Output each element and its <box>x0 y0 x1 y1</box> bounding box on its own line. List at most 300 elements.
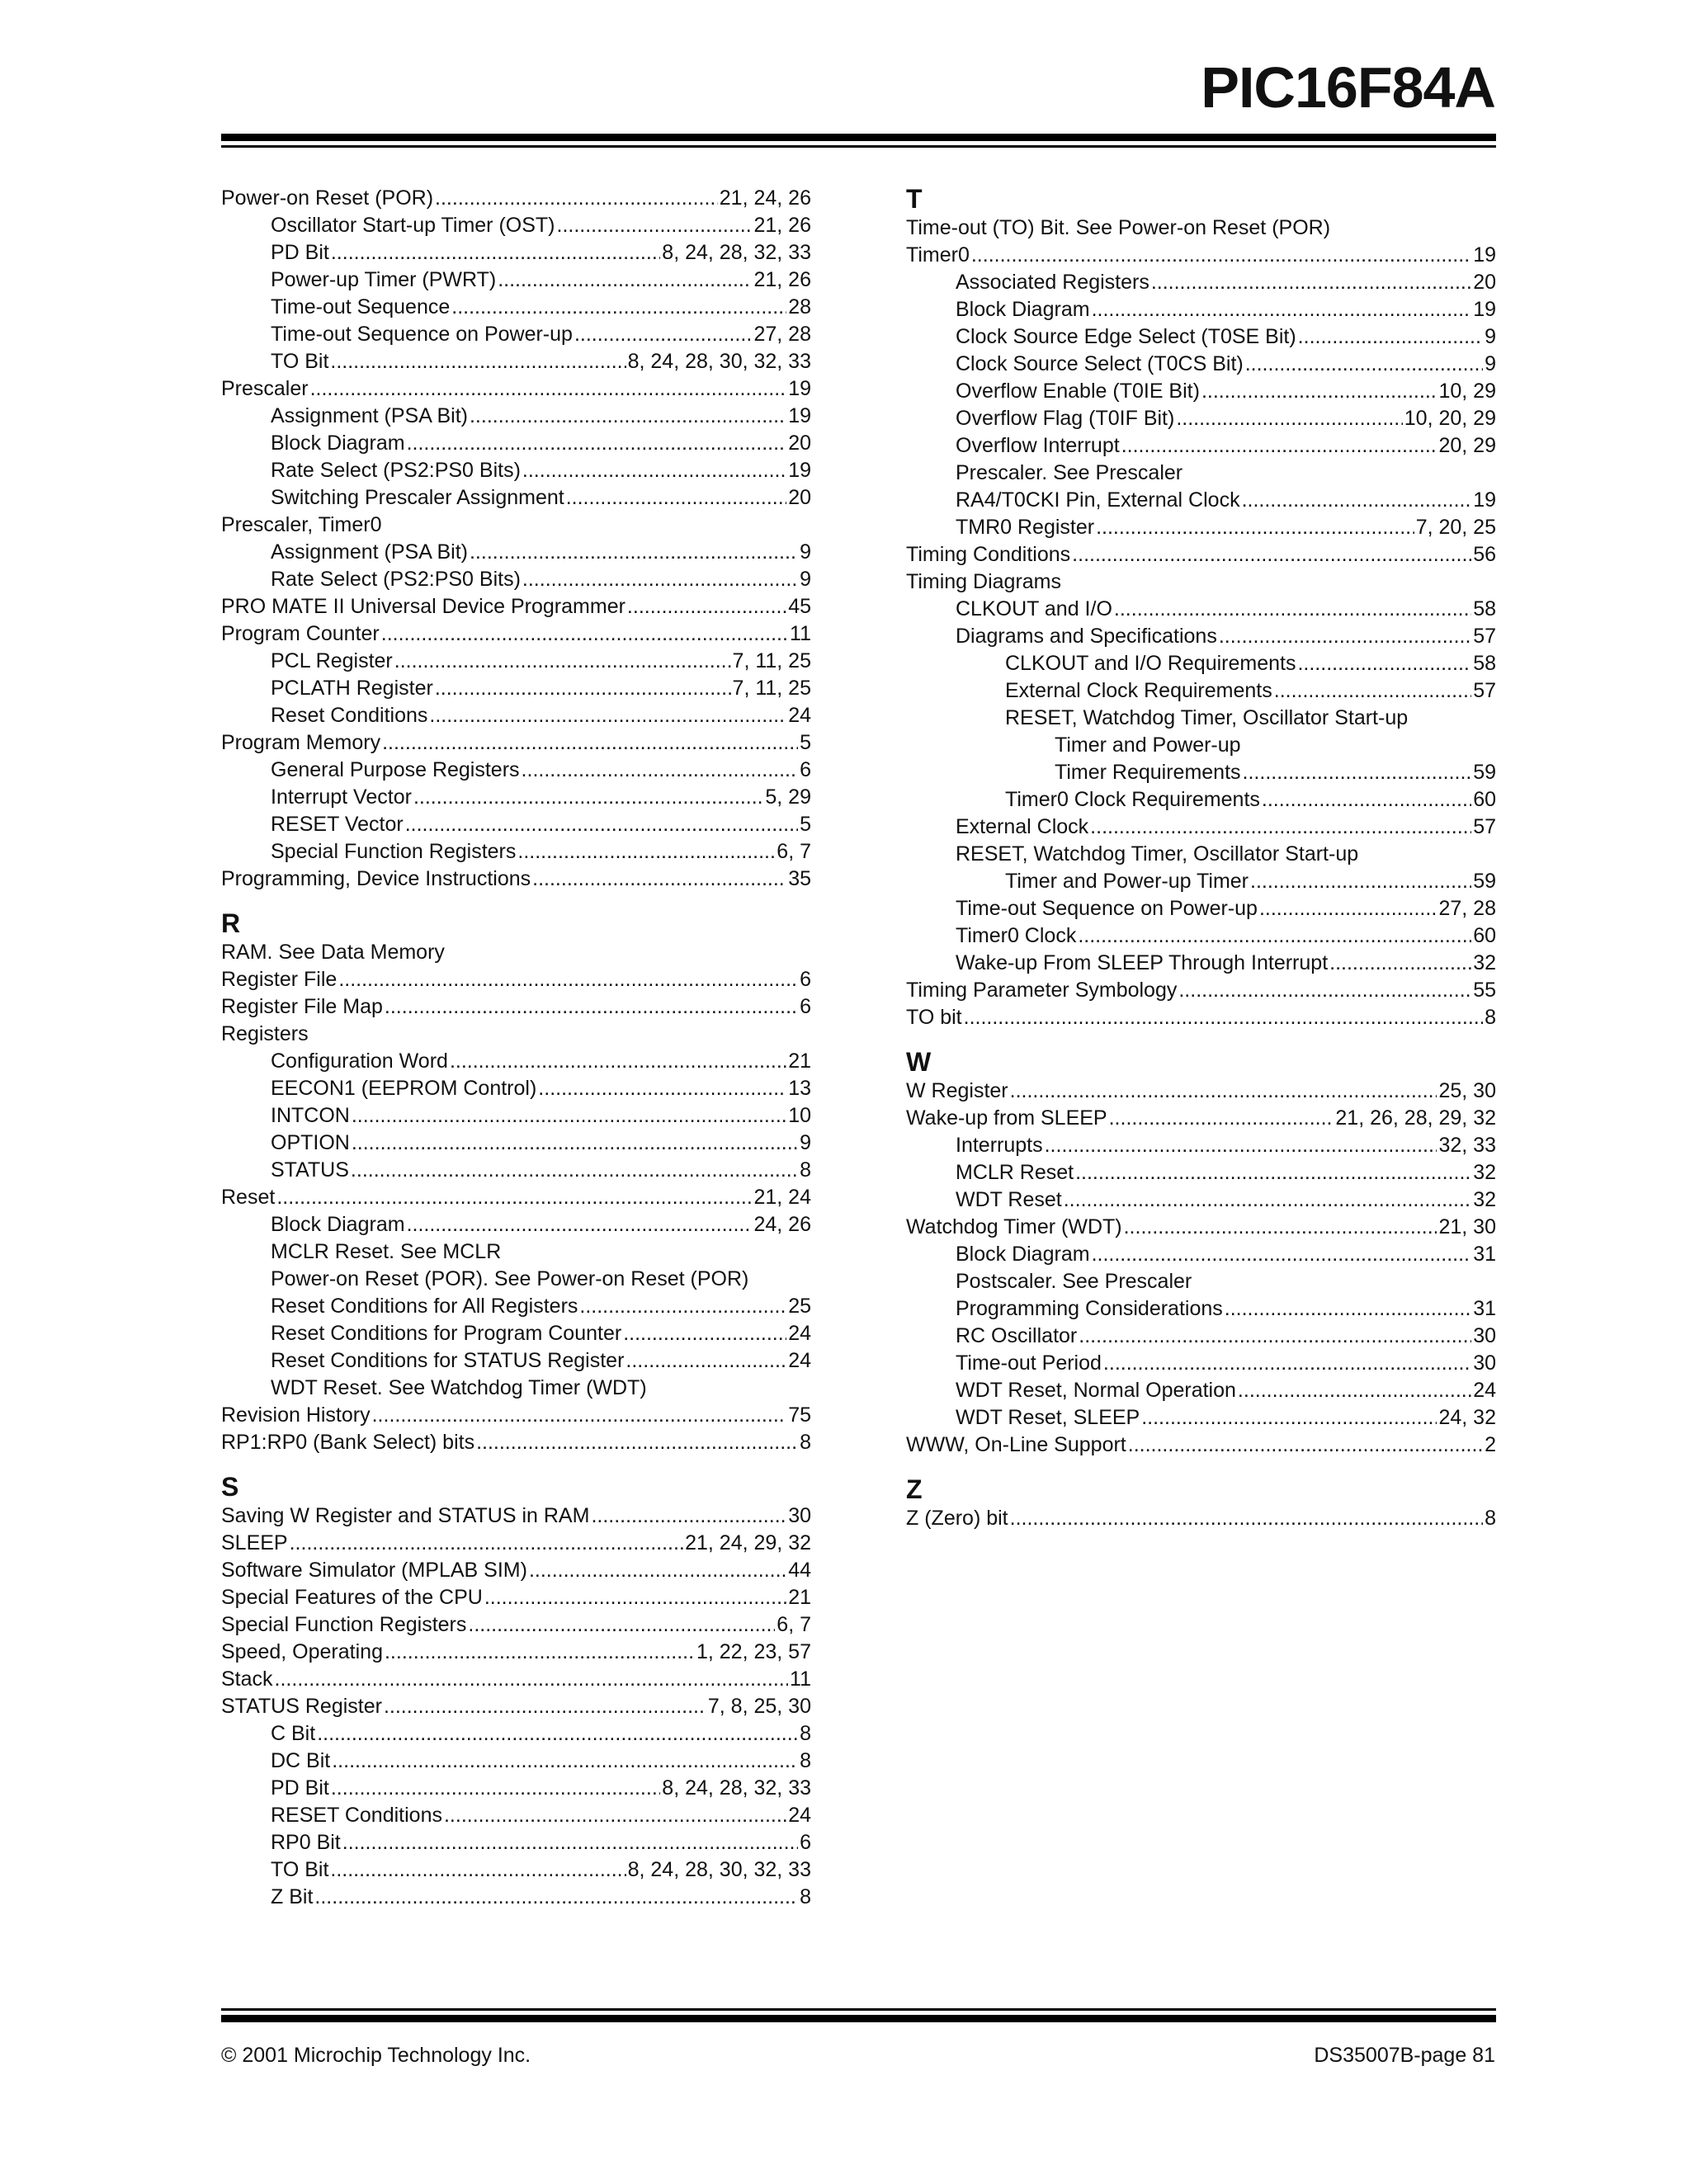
index-entry <box>906 759 1496 786</box>
index-entry-pages: 21, 24 <box>753 1186 811 1209</box>
index-entry-pages: 25 <box>788 1295 811 1318</box>
index-entry-term: RESET, Watchdog Timer, Oscillator Start-up <box>1005 706 1409 729</box>
index-entry <box>906 1350 1496 1377</box>
index-entry <box>221 1429 811 1456</box>
index-entry-pages: 8, 24, 28, 30, 32, 33 <box>627 1858 811 1881</box>
page-title: PIC16F84A <box>1201 55 1495 120</box>
index-entry <box>906 1214 1496 1241</box>
index-entry <box>906 1323 1496 1350</box>
index-entry-pages: 24 <box>1473 1379 1496 1402</box>
dot-leader <box>275 1666 789 1693</box>
dot-leader <box>1178 977 1471 1004</box>
index-entry-term: Revision History <box>221 1403 371 1427</box>
index-entry-term: Reset Conditions for Program Counter <box>271 1322 622 1345</box>
index-section-heading: S <box>221 1472 239 1502</box>
dot-leader <box>451 294 786 321</box>
index-entry-term: Reset Conditions for All Registers <box>271 1295 578 1318</box>
index-entry <box>221 1402 811 1429</box>
index-entry-term: Postscaler. See Prescaler <box>956 1270 1192 1293</box>
index-entry-pages: 21, 26, 28, 29, 32 <box>1335 1106 1496 1130</box>
index-entry <box>906 242 1496 269</box>
index-entry <box>221 1611 811 1639</box>
dot-leader <box>317 1720 798 1748</box>
dot-leader <box>407 430 787 457</box>
index-entry-pages: 11 <box>790 622 811 645</box>
index-entry-term: Switching Prescaler Assignment <box>271 486 564 509</box>
index-entry-term: Timer0 <box>906 243 970 267</box>
index-entry-term: Special Function Registers <box>221 1613 467 1636</box>
index-entry-pages: 31 <box>1473 1243 1496 1266</box>
index-entry-pages: 8 <box>1485 1006 1496 1029</box>
index-entry-pages: 19 <box>1473 488 1496 512</box>
index-entry <box>221 1157 811 1184</box>
index-entry-pages: 20 <box>788 486 811 509</box>
index-entry-term: Reset Conditions for STATUS Register <box>271 1349 625 1372</box>
index-entry-pages: 2 <box>1485 1433 1496 1456</box>
index-section-heading: T <box>906 184 923 214</box>
dot-leader <box>382 729 798 757</box>
index-entry <box>221 348 811 375</box>
dot-leader <box>1225 1295 1471 1323</box>
dot-leader <box>1092 296 1472 323</box>
index-entry-term: PCLATH Register <box>271 677 433 700</box>
index-entry-term: WDT Reset. See Watchdog Timer (WDT) <box>271 1376 647 1399</box>
index-entry-term: RC Oscillator <box>956 1324 1078 1347</box>
page-number: DS35007B-page 81 <box>1314 2044 1495 2067</box>
dot-leader <box>517 838 775 866</box>
dot-leader <box>1103 1350 1471 1377</box>
dot-leader <box>330 1856 625 1884</box>
index-entry <box>906 623 1496 650</box>
index-entry-pages: 59 <box>1473 870 1496 893</box>
index-entry-term: RESET Conditions <box>271 1804 442 1827</box>
dot-leader <box>532 866 786 893</box>
index-entry <box>221 675 811 702</box>
dot-leader <box>1078 922 1471 950</box>
dot-leader <box>1245 351 1483 378</box>
index-entry <box>221 1075 811 1102</box>
index-entry <box>221 539 811 566</box>
index-entry <box>221 1748 811 1775</box>
dot-leader <box>1329 950 1471 977</box>
index-entry-term: Assignment (PSA Bit) <box>271 540 468 564</box>
index-section-heading: R <box>221 908 241 938</box>
dot-leader <box>1109 1105 1334 1132</box>
index-entry-pages: 8, 24, 28, 32, 33 <box>662 241 811 264</box>
index-entry-term: Register File Map <box>221 995 383 1018</box>
index-entry <box>221 838 811 866</box>
dot-leader <box>1259 895 1437 922</box>
index-entry <box>906 1241 1496 1268</box>
index-entry-term: Block Diagram <box>956 1243 1090 1266</box>
dot-leader <box>579 1293 786 1320</box>
index-entry-pages: 56 <box>1473 543 1496 566</box>
index-entry-pages: 21, 30 <box>1438 1215 1496 1238</box>
index-entry <box>221 1102 811 1130</box>
index-section-heading: W <box>906 1047 932 1077</box>
index-entry <box>906 650 1496 677</box>
index-entry-pages: 8 <box>800 1158 811 1182</box>
index-entry <box>906 460 1496 487</box>
dot-leader <box>1090 814 1471 841</box>
index-entry-term: Associated Registers <box>956 271 1149 294</box>
index-entry-term: Stack <box>221 1667 273 1691</box>
dot-leader <box>394 648 731 675</box>
dot-leader <box>498 267 752 294</box>
dot-leader <box>1242 487 1472 514</box>
index-entry <box>221 185 811 212</box>
dot-leader <box>625 1347 786 1375</box>
index-entry <box>221 212 811 239</box>
index-entry-term: Timing Parameter Symbology <box>906 979 1178 1002</box>
dot-leader <box>1176 405 1402 432</box>
index-entry-term: Power-on Reset (POR). See Power-on Reset (POR) <box>271 1267 749 1290</box>
index-entry-pages: 24, 26 <box>753 1213 811 1236</box>
index-entry-term: Timer and Power-up <box>1055 734 1241 757</box>
index-entry <box>906 269 1496 296</box>
index-entry-term: Reset <box>221 1186 276 1209</box>
index-entry <box>906 1268 1496 1295</box>
index-entry <box>221 620 811 648</box>
index-entry-term: CLKOUT and I/O <box>956 597 1112 620</box>
dot-leader <box>385 993 798 1021</box>
index-entry-pages: 21, 24, 29, 32 <box>685 1531 811 1554</box>
index-entry <box>221 430 811 457</box>
dot-leader <box>331 239 660 267</box>
index-entry-pages: 28 <box>788 295 811 318</box>
dot-leader <box>964 1004 1483 1031</box>
index-entry-pages: 57 <box>1473 815 1496 838</box>
index-entry <box>221 648 811 675</box>
dot-leader <box>405 811 798 838</box>
index-entry-pages: 19 <box>788 459 811 482</box>
index-entry <box>906 323 1496 351</box>
index-entry <box>221 1639 811 1666</box>
index-entry <box>221 1666 811 1693</box>
dot-leader <box>413 784 763 811</box>
copyright-text: © 2001 Microchip Technology Inc. <box>221 2044 531 2067</box>
index-entry-term: PRO MATE II Universal Device Programmer <box>221 595 625 618</box>
dot-leader <box>310 375 787 403</box>
index-entry-term: WDT Reset, Normal Operation <box>956 1379 1236 1402</box>
index-entry <box>906 786 1496 814</box>
dot-leader <box>1114 596 1471 623</box>
index-entry-term: Time-out (TO) Bit. See Power-on Reset (POR) <box>906 216 1331 239</box>
index-entry-term: Timer and Power-up Timer <box>1005 870 1249 893</box>
index-entry-pages: 7, 8, 25, 30 <box>707 1695 811 1718</box>
index-entry <box>221 566 811 593</box>
index-entry-pages: 21 <box>788 1050 811 1073</box>
index-entry-pages: 9 <box>800 540 811 564</box>
index-entry-term: Time-out Sequence on Power-up <box>271 323 573 346</box>
index-entry <box>906 868 1496 895</box>
index-entry <box>221 784 811 811</box>
index-entry-pages: 32 <box>1473 951 1496 974</box>
index-entry <box>221 1048 811 1075</box>
index-entry-term: Program Counter <box>221 622 380 645</box>
dot-leader <box>1238 1377 1471 1404</box>
index-entry <box>906 1159 1496 1186</box>
index-entry-pages: 6, 7 <box>777 840 811 863</box>
index-entry-pages: 44 <box>788 1559 811 1582</box>
index-entry-pages: 75 <box>788 1403 811 1427</box>
index-entry <box>906 1404 1496 1432</box>
index-column-right <box>906 185 1496 1532</box>
index-entry-pages: 58 <box>1473 597 1496 620</box>
index-entry <box>221 457 811 484</box>
index-entry <box>221 1347 811 1375</box>
index-entry-term: CLKOUT and I/O Requirements <box>1005 652 1296 675</box>
dot-leader <box>338 966 798 993</box>
index-entry-pages: 32 <box>1473 1161 1496 1184</box>
index-entry-pages: 24 <box>788 1322 811 1345</box>
dot-leader <box>407 1211 753 1238</box>
index-entry-pages: 7, 11, 25 <box>732 649 811 672</box>
index-entry-pages: 9 <box>1485 325 1496 348</box>
dot-leader <box>470 403 786 430</box>
index-entry-pages: 6 <box>800 758 811 781</box>
index-entry <box>221 1856 811 1884</box>
index-entry-pages: 30 <box>1473 1351 1496 1375</box>
index-entry <box>906 732 1496 759</box>
index-entry-pages: 7, 20, 25 <box>1415 516 1496 539</box>
index-entry-term: Timer0 Clock <box>956 924 1077 947</box>
dot-leader <box>381 620 788 648</box>
dot-leader <box>1124 1214 1437 1241</box>
dot-leader <box>484 1584 786 1611</box>
index-entry-term: Overflow Interrupt <box>956 434 1120 457</box>
index-entry-pages: 24 <box>788 1804 811 1827</box>
index-entry-term: TO Bit <box>271 1858 329 1881</box>
index-entry-term: Oscillator Start-up Timer (OST) <box>271 214 555 237</box>
index-entry-term: W Register <box>906 1079 1008 1102</box>
index-entry-term: Timing Diagrams <box>906 570 1062 593</box>
index-entry <box>906 541 1496 568</box>
index-entry <box>221 757 811 784</box>
index-entry-pages: 6, 7 <box>777 1613 811 1636</box>
index-entry <box>906 950 1496 977</box>
index-entry-pages: 13 <box>788 1077 811 1100</box>
index-entry-term: Time-out Period <box>956 1351 1102 1375</box>
index-entry-term: EECON1 (EEPROM Control) <box>271 1077 537 1100</box>
index-entry <box>906 487 1496 514</box>
dot-leader <box>1075 1159 1471 1186</box>
index-entry <box>221 403 811 430</box>
index-entry <box>906 1505 1496 1532</box>
index-entry <box>221 1266 811 1293</box>
index-entry-pages: 31 <box>1473 1297 1496 1320</box>
dot-leader <box>1151 269 1471 296</box>
index-entry-term: Power-on Reset (POR) <box>221 186 434 210</box>
dot-leader <box>1045 1132 1437 1159</box>
index-entry-term: Reset Conditions <box>271 704 428 727</box>
index-entry-pages: 6 <box>800 968 811 991</box>
index-entry-pages: 19 <box>1473 243 1496 267</box>
index-entry <box>906 596 1496 623</box>
index-entry-term: PD Bit <box>271 1776 329 1800</box>
index-entry <box>906 1078 1496 1105</box>
index-entry-pages: 32 <box>1473 1188 1496 1211</box>
index-entry-pages: 30 <box>788 1504 811 1527</box>
dot-leader <box>1262 786 1471 814</box>
dot-leader <box>331 1775 660 1802</box>
dot-leader <box>522 457 786 484</box>
index-entry-term: Watchdog Timer (WDT) <box>906 1215 1122 1238</box>
dot-leader <box>470 539 798 566</box>
index-entry <box>221 1502 811 1530</box>
index-entry-term: RP1:RP0 (Bank Select) bits <box>221 1431 475 1454</box>
index-entry-term: Software Simulator (MPLAB SIM) <box>221 1559 527 1582</box>
index-entry-term: Clock Source Select (T0CS Bit) <box>956 352 1244 375</box>
index-entry-term: Block Diagram <box>271 432 405 455</box>
dot-leader <box>574 321 753 348</box>
index-entry-term: Registers <box>221 1022 309 1045</box>
index-entry-term: Prescaler, Timer0 <box>221 513 382 536</box>
index-entry-term: RA4/T0CKI Pin, External Clock <box>956 488 1240 512</box>
index-entry-term: OPTION <box>271 1131 350 1154</box>
header-rule-thin <box>221 145 1496 148</box>
dot-leader <box>1072 541 1471 568</box>
dot-leader <box>352 1102 786 1130</box>
index-entry <box>221 1884 811 1911</box>
index-entry-pages: 60 <box>1473 788 1496 811</box>
index-entry-term: RP0 Bit <box>271 1831 341 1854</box>
index-entry-pages: 20 <box>1473 271 1496 294</box>
index-entry <box>221 1557 811 1584</box>
dot-leader <box>1243 759 1472 786</box>
index-entry-pages: 5, 29 <box>765 785 811 809</box>
index-entry <box>221 267 811 294</box>
dot-leader <box>290 1530 683 1557</box>
index-entry <box>221 1021 811 1048</box>
index-entry-term: Configuration Word <box>271 1050 448 1073</box>
index-entry-term: TO bit <box>906 1006 962 1029</box>
dot-leader <box>435 185 718 212</box>
index-section-heading: Z <box>906 1474 923 1504</box>
index-entry-term: TMR0 Register <box>956 516 1095 539</box>
dot-leader <box>522 566 798 593</box>
index-entry-pages: 21, 24, 26 <box>719 186 811 210</box>
index-entry-pages: 10, 29 <box>1438 380 1496 403</box>
index-entry-pages: 8 <box>800 1749 811 1772</box>
index-entry-pages: 27, 28 <box>753 323 811 346</box>
index-entry-pages: 7, 11, 25 <box>732 677 811 700</box>
index-entry-term: RESET, Watchdog Timer, Oscillator Start-up <box>956 842 1359 866</box>
index-entry <box>906 841 1496 868</box>
dot-leader <box>538 1075 786 1102</box>
index-entry <box>221 1693 811 1720</box>
index-entry-term: STATUS <box>271 1158 349 1182</box>
index-entry-pages: 45 <box>788 595 811 618</box>
dot-leader <box>623 1320 786 1347</box>
dot-leader <box>450 1048 786 1075</box>
dot-leader <box>468 1611 775 1639</box>
index-entry <box>906 215 1496 242</box>
index-entry <box>221 294 811 321</box>
dot-leader <box>1297 650 1471 677</box>
index-entry <box>906 1105 1496 1132</box>
index-entry <box>906 1295 1496 1323</box>
index-entry <box>221 1211 811 1238</box>
index-entry <box>221 1775 811 1802</box>
index-entry-pages: 8, 24, 28, 32, 33 <box>662 1776 811 1800</box>
index-entry-term: TO Bit <box>271 350 329 373</box>
index-entry-term: RAM. See Data Memory <box>221 941 445 964</box>
index-entry <box>906 705 1496 732</box>
index-entry-term: Power-up Timer (PWRT) <box>271 268 497 291</box>
index-entry <box>221 1293 811 1320</box>
index-entry-term: PCL Register <box>271 649 393 672</box>
dot-leader <box>1141 1404 1437 1432</box>
index-entry-pages: 27, 28 <box>1438 897 1496 920</box>
dot-leader <box>1201 378 1437 405</box>
index-entry <box>221 1829 811 1856</box>
dot-leader <box>384 1693 706 1720</box>
index-entry-pages: 1, 22, 23, 57 <box>696 1640 811 1663</box>
index-entry-term: Programming Considerations <box>956 1297 1223 1320</box>
dot-leader <box>1250 868 1471 895</box>
index-entry <box>221 1130 811 1157</box>
index-entry-pages: 8, 24, 28, 30, 32, 33 <box>627 350 811 373</box>
dot-leader <box>332 1748 798 1775</box>
index-entry <box>221 729 811 757</box>
index-entry-term: MCLR Reset. See MCLR <box>271 1240 502 1263</box>
dot-leader <box>1010 1078 1437 1105</box>
index-entry-term: Assignment (PSA Bit) <box>271 404 468 427</box>
index-entry-pages: 24 <box>788 704 811 727</box>
dot-leader <box>1079 1323 1471 1350</box>
index-entry <box>221 702 811 729</box>
index-entry-term: Z (Zero) bit <box>906 1507 1008 1530</box>
dot-leader <box>1274 677 1471 705</box>
index-entry-term: WDT Reset, SLEEP <box>956 1406 1140 1429</box>
index-entry <box>906 922 1496 950</box>
index-entry-term: Time-out Sequence <box>271 295 451 318</box>
dot-leader <box>352 1130 798 1157</box>
index-entry-pages: 6 <box>800 1831 811 1854</box>
dot-leader <box>1010 1505 1483 1532</box>
index-entry-term: Program Memory <box>221 731 381 754</box>
dot-leader <box>971 242 1471 269</box>
dot-leader <box>1121 432 1437 460</box>
dot-leader <box>1096 514 1414 541</box>
index-entry-pages: 20, 29 <box>1438 434 1496 457</box>
dot-leader <box>342 1829 798 1856</box>
index-entry-term: Interrupt Vector <box>271 785 412 809</box>
index-entry-term: RESET Vector <box>271 813 404 836</box>
index-entry-pages: 9 <box>800 568 811 591</box>
index-entry-term: Timing Conditions <box>906 543 1071 566</box>
index-entry-term: Z Bit <box>271 1885 314 1908</box>
index-entry-pages: 5 <box>800 731 811 754</box>
index-entry-term: General Purpose Registers <box>271 758 520 781</box>
index-entry-pages: 8 <box>1485 1507 1496 1530</box>
index-entry-term: WWW, On-Line Support <box>906 1433 1126 1456</box>
index-entry-term: Speed, Operating <box>221 1640 383 1663</box>
index-entry <box>221 512 811 539</box>
dot-leader <box>314 1884 798 1911</box>
index-entry-pages: 19 <box>788 404 811 427</box>
index-entry-pages: 11 <box>790 1667 811 1691</box>
index-entry <box>906 677 1496 705</box>
dot-leader <box>330 348 625 375</box>
index-entry-term: INTCON <box>271 1104 350 1127</box>
index-entry <box>906 568 1496 596</box>
index-entry-term: Overflow Enable (T0IE Bit) <box>956 380 1200 403</box>
index-entry-term: Saving W Register and STATUS in RAM <box>221 1504 590 1527</box>
index-entry <box>221 866 811 893</box>
index-entry-term: C Bit <box>271 1722 316 1745</box>
